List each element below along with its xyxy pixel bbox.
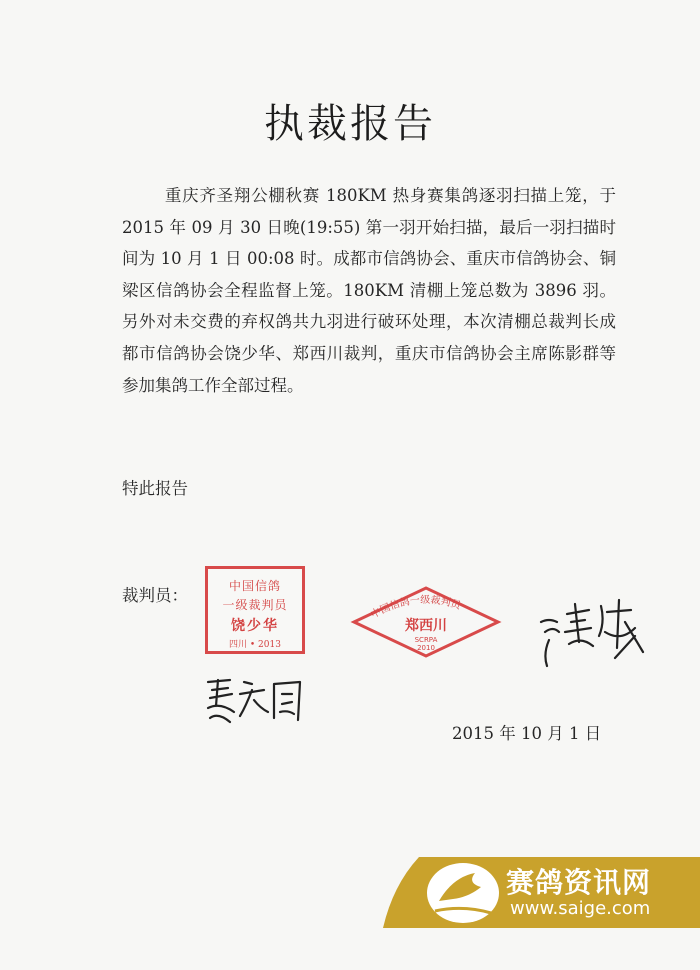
seal-code: SCRPA — [414, 636, 438, 644]
seal-name: 郑西川 — [405, 618, 447, 634]
watermark-site-name: 赛鸽资讯网 — [506, 866, 652, 899]
report-body: 重庆齐圣翔公棚秋赛 180KM 热身赛集鸽逐羽扫描上笼，于 2015 年 09 月 30 日晚(19:55) 第一羽开始扫描，最后一羽扫描时间为 10 月 1 日 00:08 时。成都市信鸽协会、重庆市信鸽协会、铜梁区信鸽协会全程监督上笼。180KM 清棚上笼总数为 3896 羽。另外对未交费的弃权鸽共九羽进行破环处理，本次清棚总裁判长成都市信鸽协会饶少华、郑西川裁判，重庆市信鸽协会主席陈影群等参加集鸽工作全部过程。 — [122, 186, 616, 395]
closing-line: 特此报告 — [122, 479, 188, 498]
seal-line-1: 中国信鸽 — [228, 579, 281, 593]
seal-line-3: 饶少华 — [231, 618, 279, 634]
watermark-url: www.saige.com — [510, 898, 651, 919]
seal-line-2: 一级裁判员 — [222, 598, 288, 612]
document-title: 执裁报告 — [264, 101, 436, 147]
seal-year: 2010 — [417, 644, 435, 652]
seal-arc-text: 中国信鸽一级裁判员 — [369, 594, 462, 621]
report-date: 2015 年 10 月 1 日 — [452, 724, 602, 743]
seal-line-4: 四川 • 2013 — [229, 640, 281, 650]
signature-right — [535, 592, 653, 672]
signature-left — [200, 672, 310, 728]
referee-label: 裁判员： — [122, 586, 188, 605]
referee-seal-rect — [205, 566, 305, 654]
referee-seal-oval — [350, 584, 502, 660]
